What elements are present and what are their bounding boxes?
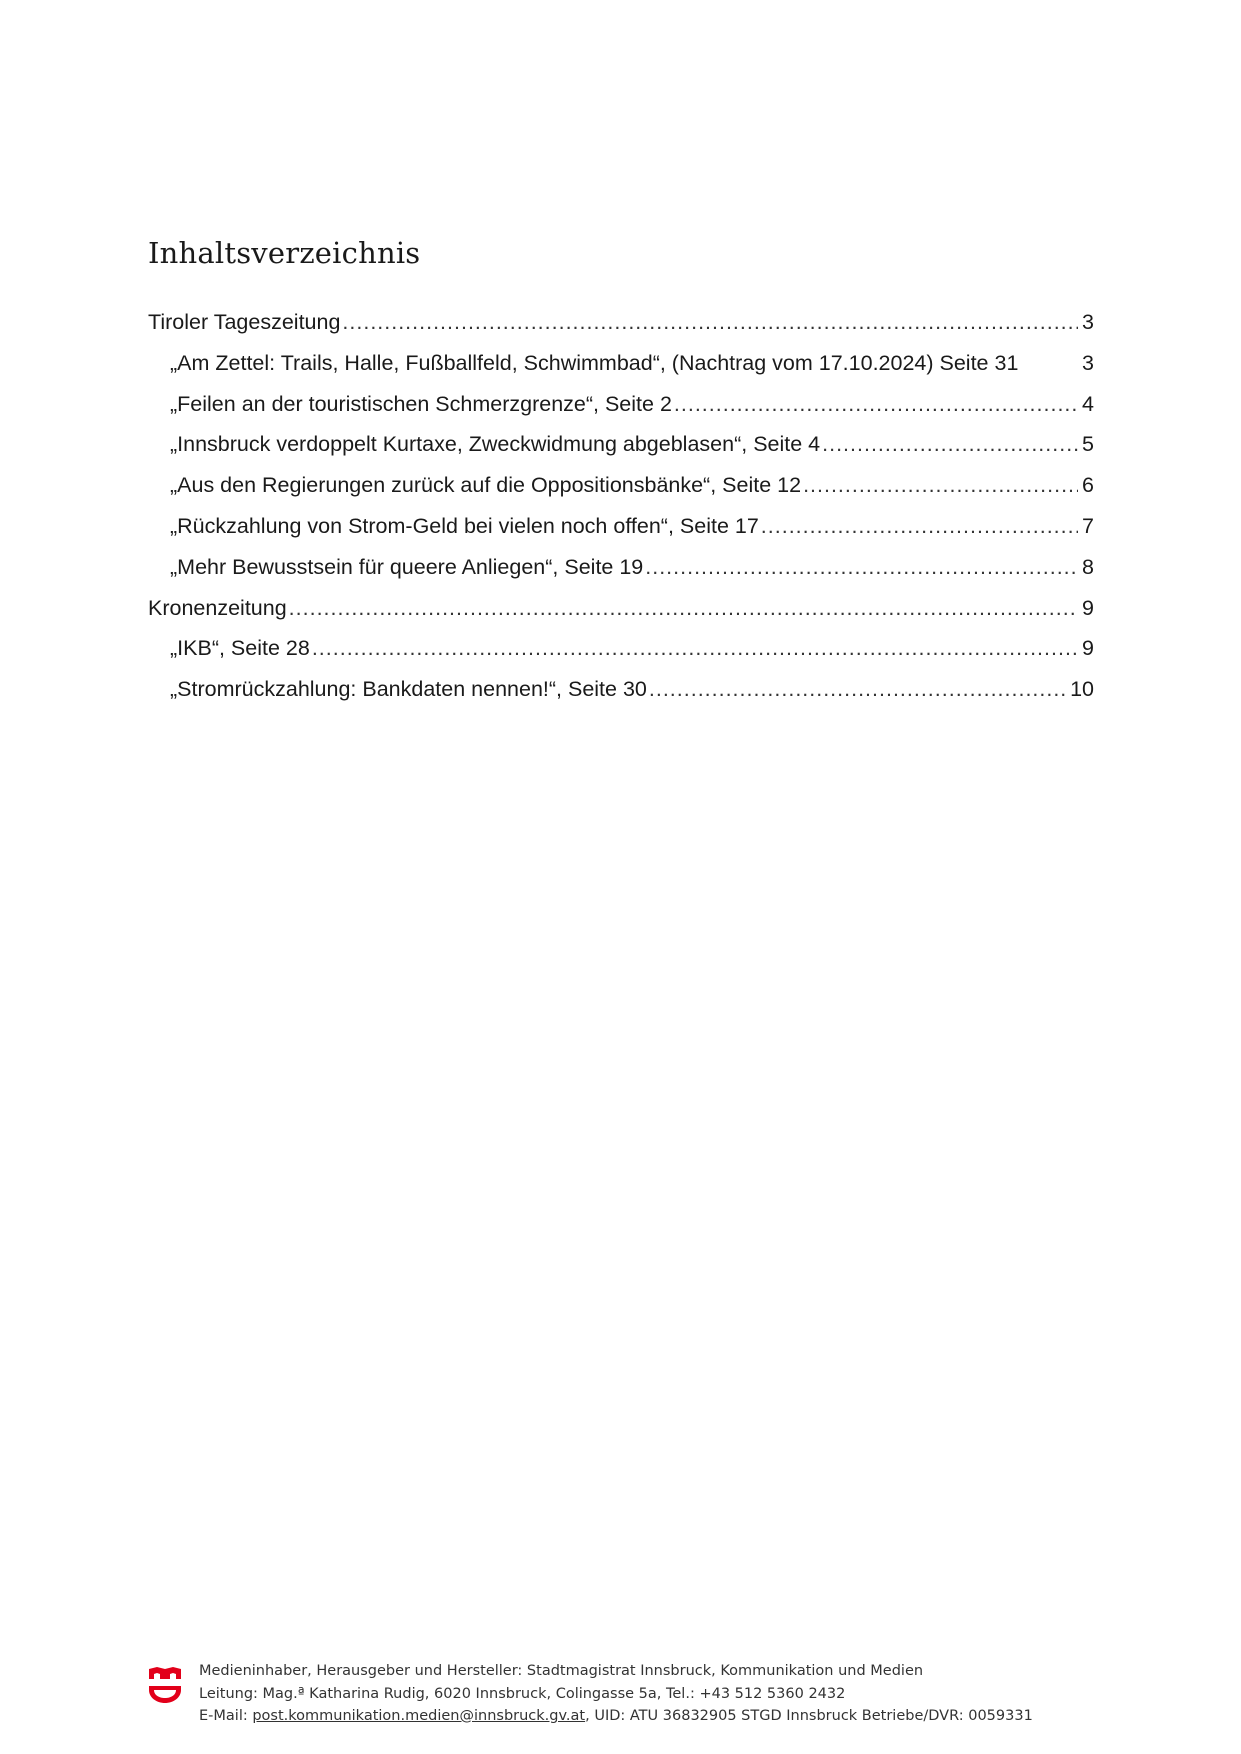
toc-dot-leader [312,628,1078,669]
toc-dot-leader [289,588,1078,629]
toc-entry-text: „Rückzahlung von Strom-Geld bei vielen noch offen“, Seite 17 [170,513,759,538]
page-footer [148,1660,1108,1730]
toc-page-number: 9 [1082,595,1094,620]
toc-entry-text: „Am Zettel: Trails, Halle, Fußballfeld, Schwimmbad“, (Nachtrag vom 17.10.2024) Seite 31 [170,350,1019,375]
toc-entry[interactable] [148,384,1094,425]
toc-page-number: 6 [1082,473,1094,498]
toc-dot-leader [342,302,1078,343]
toc-entry-text: Kronenzeitung [148,595,287,620]
toc-page-number: 4 [1082,391,1094,416]
toc-entry-text: „Innsbruck verdoppelt Kurtaxe, Zweckwidmung abgeblasen“, Seite 4 [170,432,821,457]
footer-email-label: E-Mail: [199,1708,253,1724]
toc-dot-leader [649,669,1066,710]
email-link[interactable]: post.kommunikation.medien@innsbruck.gv.at [252,1708,586,1724]
toc-entry[interactable] [148,547,1094,588]
toc-entry-text: Tiroler Tageszeitung [148,310,341,334]
footer-publisher: Medieninhaber, Herausgeber und Hersteller: Stadtmagistrat Innsbruck, Kommunikation und Medien [199,1663,924,1679]
toc-dot-leader [761,506,1078,547]
footer-text [199,1660,1033,1728]
toc-page-number: 5 [1082,432,1094,457]
toc-dot-leader [803,465,1078,506]
toc-dot-leader [645,547,1078,588]
toc-entry[interactable] [148,669,1094,710]
toc-entry-text: „IKB“, Seite 28 [170,636,310,661]
table-of-contents [148,302,1094,710]
toc-entry[interactable] [148,465,1094,506]
toc-entry[interactable] [148,343,1094,384]
toc-entry-text: „Aus den Regierungen zurück auf die Oppositionsbänke“, Seite 12 [170,473,802,498]
innsbruck-logo-icon [148,1666,182,1704]
toc-page-number: 7 [1082,513,1094,538]
footer-email-line [199,1705,1033,1728]
toc-entry-text: „Mehr Bewusstsein für queere Anliegen“, Seite 19 [170,554,644,579]
page-title: Inhaltsverzeichnis [148,236,421,270]
toc-page-number: 8 [1082,554,1094,579]
toc-page-number: 3 [1082,310,1094,334]
toc-entry[interactable] [148,506,1094,547]
toc-dot-leader [674,384,1078,425]
toc-entry[interactable] [148,588,1094,629]
toc-entry[interactable] [148,628,1094,669]
toc-entry-text: „Stromrückzahlung: Bankdaten nennen!“, Seite 30 [170,677,647,702]
toc-entry-text: „Feilen an der touristischen Schmerzgrenze“, Seite 2 [170,391,672,416]
toc-entry[interactable] [148,302,1094,343]
toc-dot-leader [822,424,1078,465]
toc-page-number: 10 [1070,677,1094,702]
toc-page-number: 9 [1082,636,1094,661]
toc-page-number: 3 [1082,350,1094,375]
footer-registration: , UID: ATU 36832905 STGD Innsbruck Betriebe/DVR: 0059331 [585,1708,1033,1724]
toc-entry[interactable] [148,424,1094,465]
footer-contact: Leitung: Mag.ª Katharina Rudig, 6020 Innsbruck, Colingasse 5a, Tel.: +43 512 5360 2432 [199,1685,846,1702]
